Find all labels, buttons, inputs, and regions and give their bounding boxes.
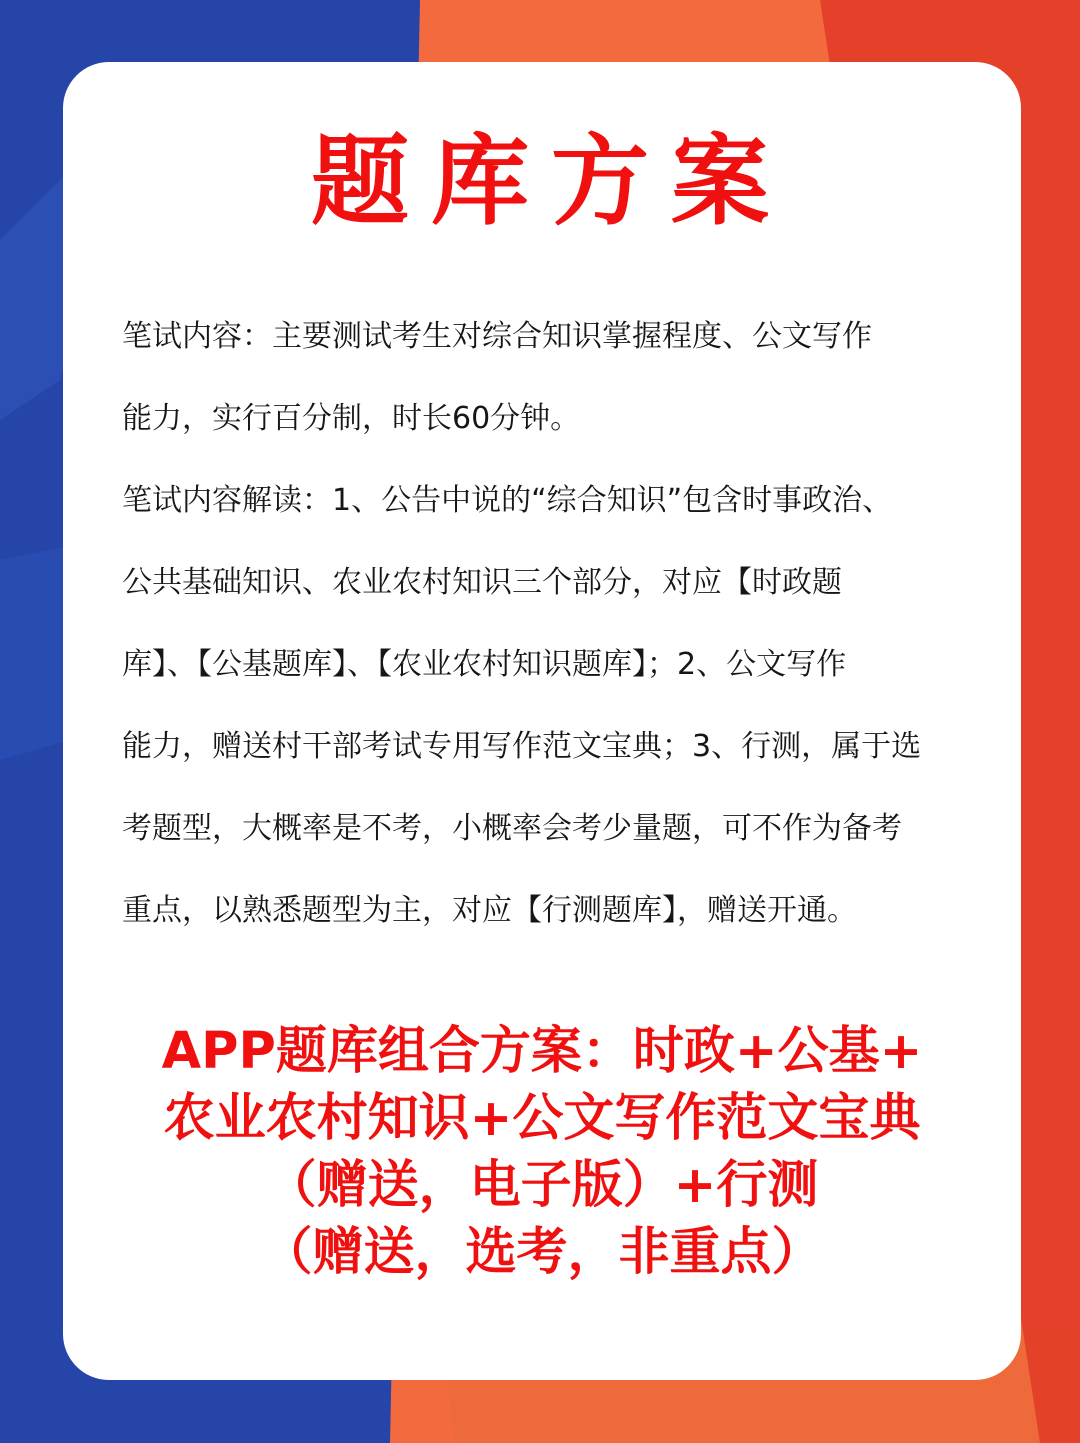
body-line: 考题型，大概率是不考，小概率会考少量题，可不作为备考 bbox=[122, 811, 902, 846]
body-line: 笔试内容：主要测试考生对综合知识掌握程度、公文写作 bbox=[122, 319, 872, 354]
body-line: 库】、【公基题库】、【农业农村知识题库】；2、公文写作 bbox=[122, 647, 847, 682]
body-line: 重点，以熟悉题型为主，对应【行测题库】，赠送开通。 bbox=[122, 893, 857, 928]
combo-line: APP题库组合方案：时政+公基+ bbox=[161, 1022, 923, 1081]
page-title: 题库方案 bbox=[310, 125, 791, 239]
combo-line: （赠送，电子版）+行测 bbox=[265, 1156, 819, 1215]
body-line: 笔试内容解读：1、公告中说的“综合知识”包含时事政治、 bbox=[122, 483, 893, 518]
body-line: 公共基础知识、农业农村知识三个部分，对应【时政题 bbox=[122, 565, 842, 600]
combo-line: （赠送，选考，非重点） bbox=[261, 1223, 823, 1282]
body-text bbox=[122, 296, 972, 952]
combo-plan bbox=[63, 1018, 1021, 1286]
body-line: 能力，实行百分制，时长60分钟。 bbox=[122, 401, 581, 436]
combo-line: 农业农村知识+公文写作范文宝典 bbox=[163, 1089, 921, 1148]
body-line: 能力，赠送村干部考试专用写作范文宝典；3、行测，属于选 bbox=[122, 729, 922, 764]
